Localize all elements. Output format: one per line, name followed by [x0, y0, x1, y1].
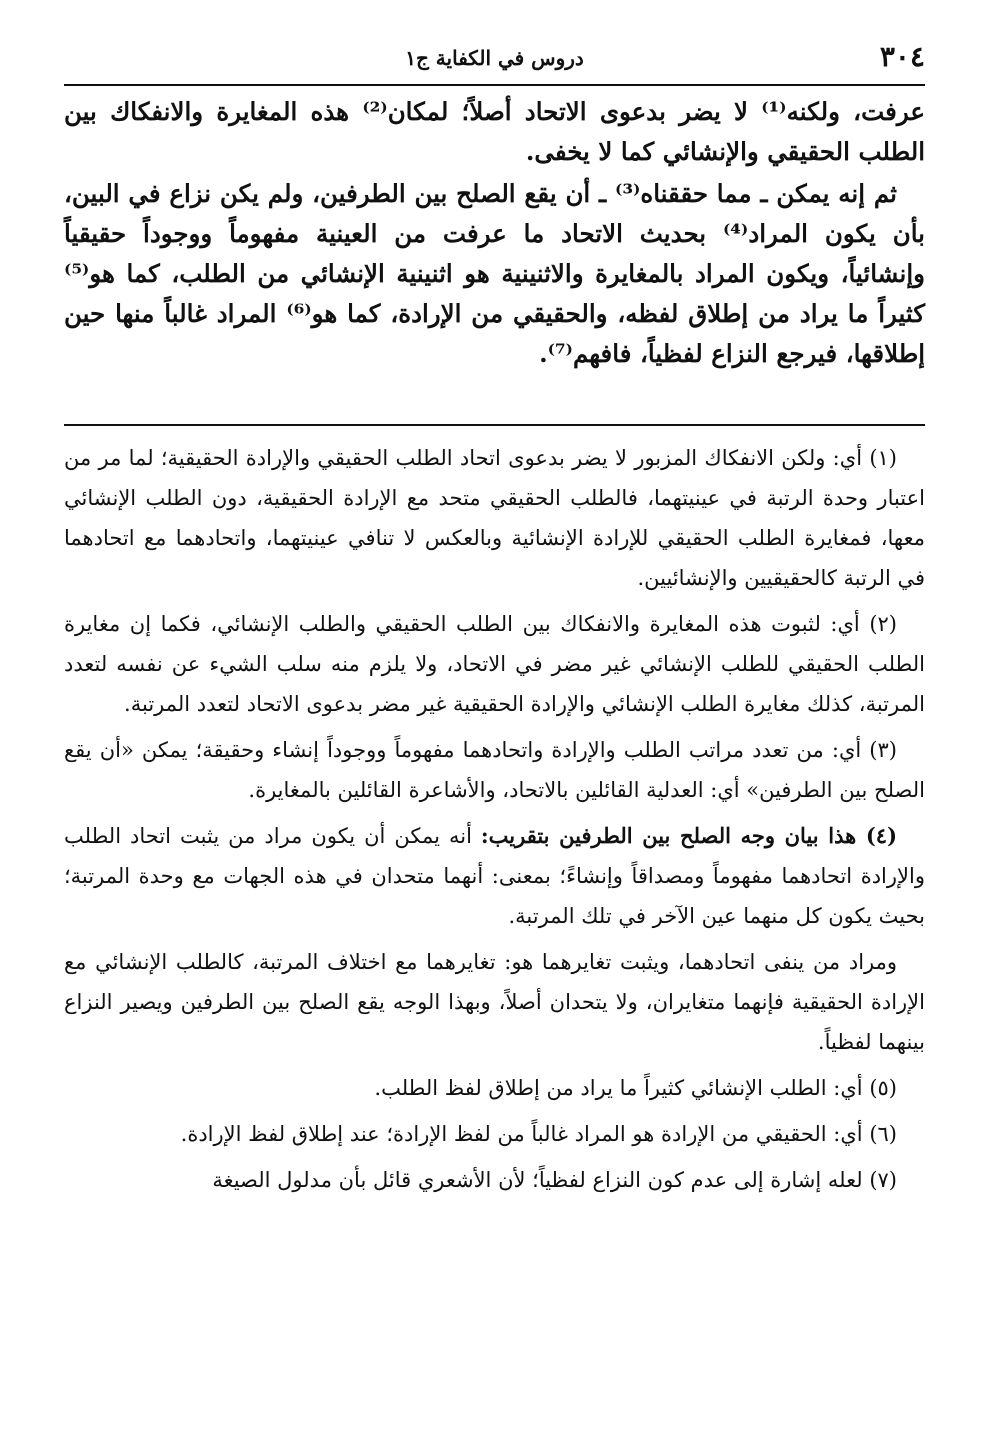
footnote-7: (٧) لعله إشارة إلى عدم كون النزاع لفظياً؛ لأن الأشعري قائل بأن مدلول الصيغة	[212, 1168, 897, 1192]
running-title: دروس في الكفاية ج١	[405, 46, 584, 70]
footnote-1: (١) أي: ولكن الانفكاك المزبور لا يضر بدعوى اتحاد الطلب الحقيقي والإرادة الحقيقية؛ لما مر من اعتبار وحدة الرتبة في عينيتهما، فالطلب الحقيقي متحد مع الإرادة الحقيقية، دون الطلب الإنشائي معها، فمغايرة الطلب الحقيقي للإرادة الإنشائية وبالعكس لا تنافي عينيتهما، واتحادهما مع اتحادهما في الرتبة كالحقيقيين والإنشائيين.	[64, 446, 925, 590]
footnote-5: (٥) أي: الطلب الإنشائي كثيراً ما يراد من إطلاق لفظ الطلب.	[374, 1076, 897, 1100]
footnote-6: (٦) أي: الحقيقي من الإرادة هو المراد غالباً من لفظ الإرادة؛ عند إطلاق لفظ الإرادة.	[180, 1122, 897, 1146]
footnote-4-continued: ومراد من ينفى اتحادهما، ويثبت تغايرهما هو: تغايرهما مع اختلاف المرتبة، كالطلب الإنشائي مع الإرادة الحقيقية فإنهما متغايران، ولا يتحدان أصلاً، وبهذا الوجه يقع الصلح بين الطرفين ويصير النزاع بينهما لفظياً.	[64, 950, 925, 1054]
footnotes	[64, 438, 925, 1206]
footnote-separator	[64, 424, 925, 426]
footnote-2: (٢) أي: لثبوت هذه المغايرة والانفكاك بين الطلب الحقيقي والطلب الإنشائي، فكما إن مغايرة الطلب الحقيقي للطلب الإنشائي غير مضر في الاتحاد، ولا يلزم منه سلب الشيء عن نفسه لتعدد المرتبة، كذلك مغايرة الطلب الإنشائي والإرادة الحقيقية غير مضر بدعوى الاتحاد لتعدد المرتبة.	[64, 612, 925, 716]
main-text	[64, 92, 925, 376]
footnote-4-lead: (٤) هذا بيان وجه الصلح بين الطرفين بتقريب:	[480, 823, 897, 848]
footnote-4-text: أنه يمكن أن يكون مراد من يثبت اتحاد الطلب والإرادة اتحادهما مفهوماً ومصداقاً وإنشاءً؛ بمعنى: أنهما متحدان في هذه الجهات مع وحدة المرتبة؛ بحيث يكون كل منهما عين الآخر في تلك المرتبة.	[64, 824, 925, 928]
main-paragraph: عرفت، ولكنه⁽¹⁾ لا يضر بدعوى الاتحاد أصلاً؛ لمكان⁽²⁾ هذه المغايرة والانفكاك بين الطلب الحقيقي والإنشائي كما لا يخفى.	[64, 97, 925, 166]
page-number: ٣٠٤	[879, 40, 925, 73]
page-header	[64, 38, 925, 86]
footnote-4	[64, 816, 925, 936]
footnote-3: (٣) أي: من تعدد مراتب الطلب والإرادة واتحادهما مفهوماً ووجوداً إنشاء وحقيقة؛ يمكن «أن يقع الصلح بين الطرفين» أي: العدلية القائلين بالاتحاد، والأشاعرة القائلين بالمغايرة.	[64, 738, 925, 802]
main-paragraph: ثم إنه يمكن ـ مما حققناه⁽³⁾ ـ أن يقع الصلح بين الطرفين، ولم يكن نزاع في البين، بأن يكون المراد⁽⁴⁾ بحديث الاتحاد ما عرفت من العينية مفهوماً ووجوداً حقيقياً وإنشائياً، ويكون المراد بالمغايرة والاثنينية هو اثنينية الإنشائي من الطلب، كما هو⁽⁵⁾ كثيراً ما يراد من إطلاق لفظه، والحقيقي من الإرادة، كما هو⁽⁶⁾ المراد غالباً منها حين إطلاقها، فيرجع النزاع لفظياً، فافهم⁽⁷⁾.	[64, 179, 925, 368]
